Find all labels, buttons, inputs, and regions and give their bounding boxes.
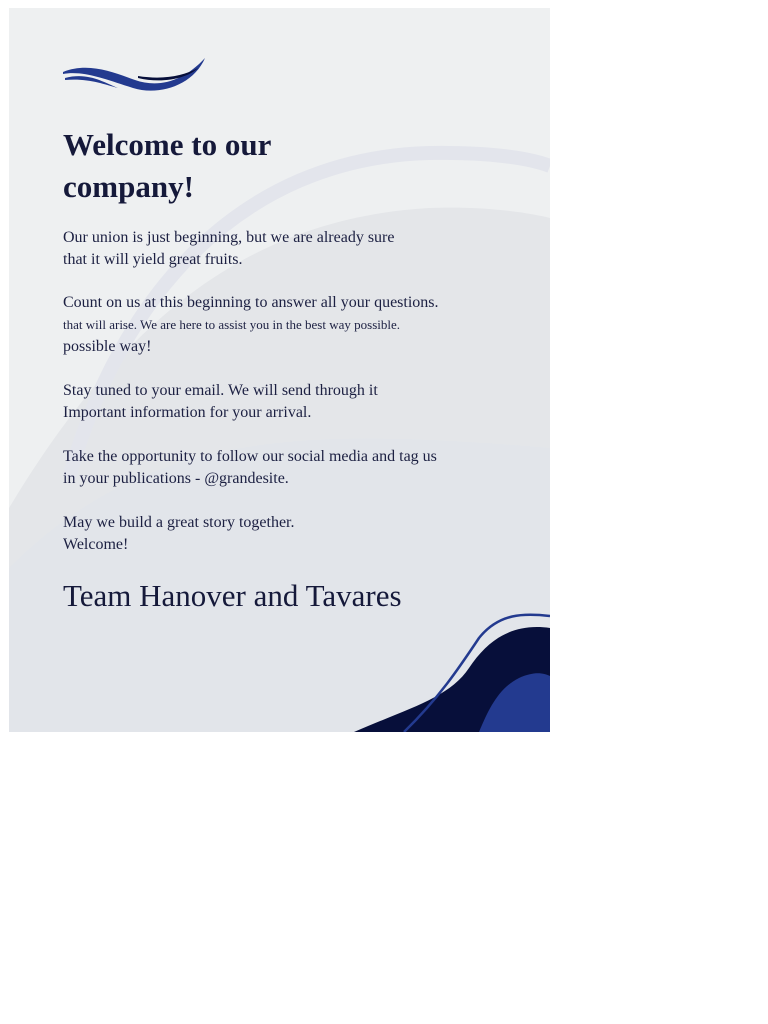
paragraph-2: [63, 292, 439, 358]
paragraph-2-line-1: Count on us at this beginning to answer all your questions.: [63, 294, 439, 311]
paragraph-1: [63, 227, 394, 271]
paragraph-5-line-1: May we build a great story together.: [63, 514, 295, 531]
paragraph-4-line-1: Take the opportunity to follow our social media and tag us: [63, 448, 437, 465]
paragraph-4-line-2: in your publications - @grandesite.: [63, 470, 289, 487]
paragraph-1-line-2: that it will yield great fruits.: [63, 251, 243, 268]
paragraph-5: [63, 512, 295, 556]
paragraph-1-line-1: Our union is just beginning, but we are already sure: [63, 229, 395, 246]
paragraph-5-line-2: Welcome!: [63, 536, 129, 553]
wave-logo-icon: [63, 58, 205, 94]
page-title: [63, 124, 363, 208]
background-decoration: [9, 8, 550, 732]
paragraph-3-line-2: Important information for your arrival.: [63, 404, 312, 421]
title-line-1: Welcome to our: [63, 127, 272, 162]
paragraph-2-line-3: possible way!: [63, 338, 152, 355]
signature: Team Hanover and Tavares: [63, 578, 402, 613]
paragraph-4: [63, 446, 437, 490]
paragraph-2-line-2: that will arise. We are here to assist you in the best way possible.: [63, 317, 400, 332]
paragraph-3-line-1: Stay tuned to your email. We will send through it: [63, 382, 378, 399]
paragraph-3: [63, 380, 378, 424]
title-line-2: company!: [63, 169, 194, 204]
letter-card: [9, 8, 550, 732]
